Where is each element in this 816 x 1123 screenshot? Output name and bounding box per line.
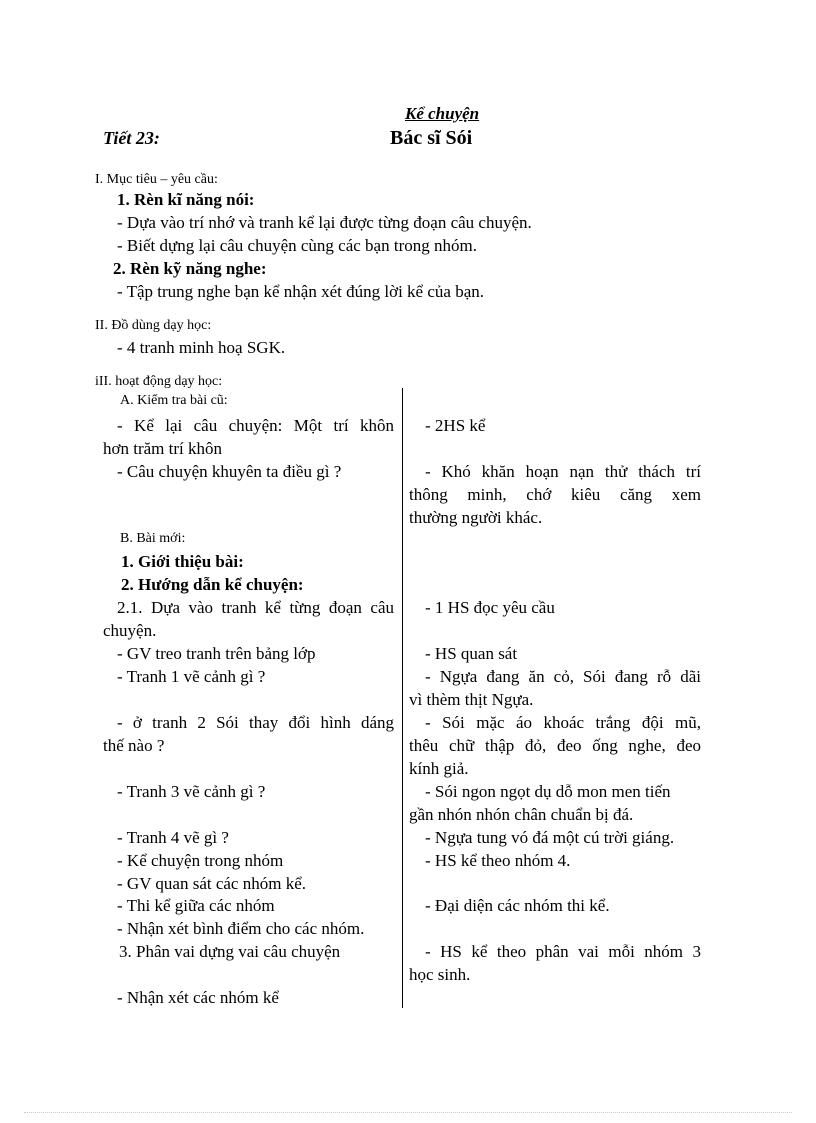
teacher-step: 2.1. Dựa vào tranh kể từng đoạn câu <box>117 598 394 617</box>
student-response-cont: thường người khác. <box>409 508 543 527</box>
page-bottom-rule <box>24 1112 792 1113</box>
student-response-cont: thông minh, chớ kiêu căng xem <box>409 485 701 504</box>
teacher-step: - Tranh 3 vẽ cảnh gì ? <box>117 782 266 801</box>
teacher-step-cont: hơn trăm trí khôn <box>103 439 222 458</box>
student-response: - HS kể theo phân vai mỗi nhóm 3 <box>425 942 701 961</box>
teacher-step: - ở tranh 2 Sói thay đổi hình dáng <box>117 713 394 732</box>
teacher-step: - Tranh 4 vẽ gì ? <box>117 828 229 847</box>
lesson-title: Bác sĩ Sói <box>390 127 473 149</box>
student-response-cont: vì thèm thịt Ngựa. <box>409 690 534 709</box>
teacher-step: 3. Phân vai dựng vai câu chuyện <box>119 942 341 961</box>
student-response: - Ngựa tung vó đá một cú trời giáng. <box>425 828 675 847</box>
listening-skill-heading: 2. Rèn kỹ năng nghe: <box>113 259 267 278</box>
teacher-step: - Kể lại câu chuyện: Một trí khôn <box>117 416 394 435</box>
student-response: - Đại diện các nhóm thi kể. <box>425 896 610 915</box>
student-response-cont: gần nhón nhón chân chuẩn bị đá. <box>409 805 634 824</box>
part-b-heading: B. Bài mới: <box>120 531 186 546</box>
teacher-step: - Thi kể giữa các nhóm <box>117 896 275 915</box>
student-response: - HS quan sát <box>425 644 518 663</box>
activities-heading: iII. hoạt động dạy học: <box>95 374 223 389</box>
teacher-step-cont: chuyện. <box>103 621 157 640</box>
teacher-step-cont: thế nào ? <box>103 736 165 755</box>
teacher-step: - Nhận xét các nhóm kể <box>117 988 279 1007</box>
teacher-step: - Nhận xét bình điểm cho các nhóm. <box>117 919 365 938</box>
section-heading: 1. Giới thiệu bài: <box>121 552 244 571</box>
column-divider <box>402 388 403 1008</box>
student-response: - 1 HS đọc yêu cầu <box>425 598 555 617</box>
subject-heading: Kể chuyện <box>405 104 480 123</box>
period-label: Tiết 23: <box>103 128 160 148</box>
part-a-heading: A. Kiểm tra bài cũ: <box>120 393 228 408</box>
student-response: - Sói mặc áo khoác trắng đội mũ, <box>425 713 701 732</box>
teacher-step: - GV quan sát các nhóm kể. <box>117 874 306 893</box>
student-response: - Khó khăn hoạn nạn thử thách trí <box>425 462 701 481</box>
listening-item: - Tập trung nghe bạn kể nhận xét đúng lời kể của bạn. <box>117 282 484 301</box>
teacher-step: - Tranh 1 vẽ cảnh gì ? <box>117 667 266 686</box>
materials-heading: II. Đồ dùng dạy học: <box>95 318 212 333</box>
teacher-step: - Kể chuyện trong nhóm <box>117 851 284 870</box>
materials-item: - 4 tranh minh hoạ SGK. <box>117 338 286 357</box>
objectives-heading: I. Mục tiêu – yêu cầu: <box>95 172 218 187</box>
student-response: - Sói ngon ngọt dụ dỗ mon men tiến <box>425 782 671 801</box>
student-response: - Ngựa đang ăn cỏ, Sói đang rỗ dãi <box>425 667 701 686</box>
speaking-item: - Biết dựng lại câu chuyện cùng các bạn trong nhóm. <box>117 236 477 255</box>
student-response: - 2HS kể <box>425 416 486 435</box>
section-heading: 2. Hướng dẫn kể chuyện: <box>121 575 304 594</box>
teacher-step: - Câu chuyện khuyên ta điều gì ? <box>117 462 342 481</box>
student-response: - HS kể theo nhóm 4. <box>425 851 571 870</box>
teacher-step: - GV treo tranh trên bảng lớp <box>117 644 316 663</box>
student-response-cont: học sinh. <box>409 965 471 984</box>
student-response-cont: kính giả. <box>409 759 469 778</box>
speaking-item: - Dựa vào trí nhớ và tranh kể lại được từng đoạn câu chuyện. <box>117 213 532 232</box>
student-response-cont: thêu chữ thập đỏ, đeo ống nghe, đeo <box>409 736 701 755</box>
speaking-skill-heading: 1. Rèn kĩ năng nói: <box>117 190 255 209</box>
